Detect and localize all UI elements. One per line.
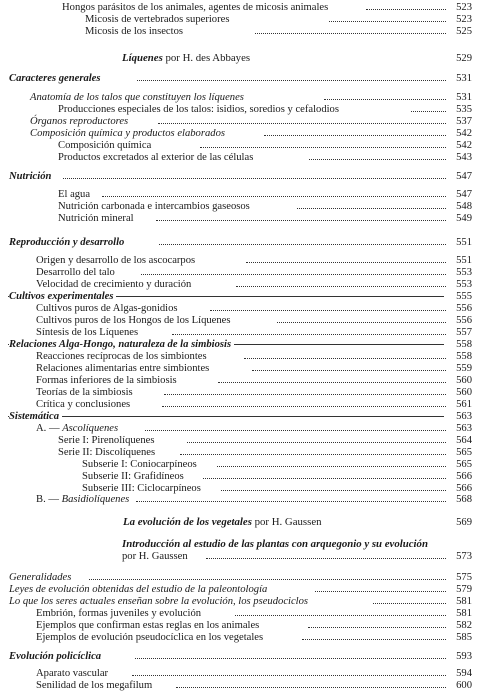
dot-leader bbox=[411, 111, 446, 112]
toc-page-number: 556 bbox=[456, 315, 472, 326]
toc-page-number: 581 bbox=[456, 596, 472, 607]
dot-leader bbox=[206, 558, 446, 559]
toc-entry-text: Relaciones Alga-Hongo, naturaleza de la simbiosis bbox=[9, 339, 232, 350]
toc-entry-text: Reproducción y desarrollo bbox=[9, 237, 125, 248]
toc-entry-text: Desarrollo del talo bbox=[36, 267, 115, 278]
toc-entry-text: por H. Gaussen bbox=[122, 551, 188, 562]
toc-entry-text: Senilidad de los megafilum bbox=[36, 680, 153, 691]
toc-entry-text: Caracteres generales bbox=[9, 73, 101, 84]
toc-entry-text: Serie II: Discolíquenes bbox=[58, 447, 156, 458]
toc-entry-text: Formas inferiores de la simbiosis bbox=[36, 375, 177, 386]
toc-entry-title bbox=[58, 212, 134, 225]
toc-page-number: 557 bbox=[456, 327, 472, 338]
toc-entry bbox=[0, 52, 477, 65]
toc-page-number: 563 bbox=[456, 423, 472, 434]
toc-entry-title bbox=[58, 151, 253, 164]
toc-entry-title bbox=[36, 493, 129, 506]
dot-leader bbox=[308, 627, 446, 628]
toc-page-number: 565 bbox=[456, 459, 472, 470]
toc-page-number: 551 bbox=[456, 255, 472, 266]
toc-entry-text: Órganos reproductores bbox=[30, 116, 129, 127]
toc-page-number: 531 bbox=[456, 73, 472, 84]
toc-entry-text: Micosis de vertebrados superiores bbox=[85, 14, 230, 25]
toc-entry-text: Ejemplos que confirman estas reglas en los animales bbox=[36, 620, 260, 631]
dot-leader bbox=[158, 123, 446, 124]
dot-leader bbox=[156, 220, 446, 221]
toc-entry-title bbox=[85, 25, 183, 38]
toc-page-number: 566 bbox=[456, 483, 472, 494]
toc-page-number: 523 bbox=[456, 14, 472, 25]
toc-entry-text: Anatomía de los talos que constituyen los líquenes bbox=[30, 92, 244, 103]
toc-entry-text: Cultivos puros de Algas-gonidios bbox=[36, 303, 178, 314]
toc-page-number: 560 bbox=[456, 387, 472, 398]
toc-page-number: 565 bbox=[456, 447, 472, 458]
toc-entry-text: Cultivos experimentales bbox=[9, 291, 114, 302]
toc-entry-text: por H. Gaussen bbox=[251, 516, 322, 528]
toc-entry-text: Subserie I: Coniocarpíneos bbox=[82, 459, 197, 470]
toc-entry bbox=[0, 25, 477, 38]
toc-entry-text: Embrión, formas juveniles y evolución bbox=[36, 608, 202, 619]
dot-leader bbox=[324, 99, 446, 100]
toc-entry-text: El agua bbox=[58, 189, 91, 200]
toc-entry-text: Aparato vascular bbox=[36, 668, 109, 679]
toc-page-number: 543 bbox=[456, 152, 472, 163]
toc-page-number: 523 bbox=[456, 2, 472, 13]
toc-entry-text: Origen y desarrollo de los ascocarpos bbox=[36, 255, 196, 266]
toc-page-number: 542 bbox=[456, 128, 472, 139]
dot-leader bbox=[180, 454, 446, 455]
toc-page-number: 575 bbox=[456, 572, 472, 583]
toc-entry-text: La evolución de los vegetales bbox=[123, 516, 252, 528]
dot-leader bbox=[218, 382, 446, 383]
dot-leader bbox=[244, 358, 446, 359]
toc-entry-text: Lo que los seres actuales enseñan sobre la evolución, los pseudociclos bbox=[9, 596, 309, 607]
toc-page-number: 564 bbox=[456, 435, 472, 446]
toc-page-number: 558 bbox=[456, 339, 472, 350]
toc-entry-text: Velocidad de crecimiento y duración bbox=[36, 279, 192, 290]
dot-leader bbox=[252, 370, 446, 371]
dot-leader bbox=[137, 80, 446, 81]
toc-entry bbox=[0, 72, 477, 85]
toc-entry-text: Introducción al estudio de las plantas con arquegonio y su evolución bbox=[122, 538, 428, 550]
toc-entry bbox=[0, 212, 477, 225]
toc-entry-text: por H. des Abbayes bbox=[162, 52, 251, 64]
toc-entry-text: Leyes de evolución obtenidas del estudio de la paleontología bbox=[9, 584, 268, 595]
dot-leader bbox=[63, 178, 446, 179]
toc-page-number: 585 bbox=[456, 632, 472, 643]
toc-entry-title bbox=[9, 170, 51, 183]
toc-page-number: 542 bbox=[456, 140, 472, 151]
dot-leader bbox=[132, 675, 446, 676]
toc-page-number: 560 bbox=[456, 375, 472, 386]
dot-leader bbox=[164, 394, 446, 395]
toc-page-number: 566 bbox=[456, 471, 472, 482]
toc-page-number: 537 bbox=[456, 116, 472, 127]
dot-leader bbox=[145, 430, 446, 431]
toc-page-number: 569 bbox=[456, 517, 472, 528]
toc-page-number: 529 bbox=[456, 53, 472, 64]
toc-page-number: 573 bbox=[456, 551, 472, 562]
toc-entry-text: Micosis de los insectos bbox=[85, 26, 183, 37]
dot-leader bbox=[162, 406, 446, 407]
dot-leader bbox=[135, 658, 446, 659]
toc-entry bbox=[0, 151, 477, 164]
dot-leader bbox=[141, 274, 446, 275]
toc-page-number: 581 bbox=[456, 608, 472, 619]
toc-entry-text: Producciones especiales de los talos: isidios, soredios y cefalodios bbox=[58, 104, 339, 115]
dot-leader bbox=[210, 310, 446, 311]
toc-entry-text: Ascolíquenes bbox=[62, 423, 119, 434]
toc-entry-text: Nutrición mineral bbox=[58, 213, 134, 224]
dot-leader bbox=[315, 591, 446, 592]
toc-page-number: 563 bbox=[456, 411, 472, 422]
toc-entry-text: Nutrición carbonada e intercambios gaseosos bbox=[58, 201, 250, 212]
dot-leader bbox=[89, 579, 446, 580]
toc-entry-text: Composición química bbox=[58, 140, 152, 151]
toc-entry-text: Productos excretados al exterior de las células bbox=[58, 152, 254, 163]
toc-page-number: 549 bbox=[456, 213, 472, 224]
toc-entry bbox=[0, 550, 477, 563]
toc-page-number: 582 bbox=[456, 620, 472, 631]
toc-page-number: 600 bbox=[456, 680, 472, 691]
toc-entry-text: Basidiolíquenes bbox=[61, 494, 130, 505]
toc-page-number: 568 bbox=[456, 494, 472, 505]
dot-leader bbox=[366, 9, 446, 10]
toc-entry-text: Crítica y conclusiones bbox=[36, 399, 131, 410]
toc-entry-text: Relaciones alimentarias entre simbiontes bbox=[36, 363, 210, 374]
toc-entry-text: Teorías de la simbiosis bbox=[36, 387, 133, 398]
toc-page-number: 561 bbox=[456, 399, 472, 410]
dot-leader bbox=[221, 490, 446, 491]
toc-page-number: 551 bbox=[456, 237, 472, 248]
toc-entry bbox=[0, 170, 477, 183]
dot-leader bbox=[172, 334, 446, 335]
toc-entry-text: Hongos parásitos de los animales, agentes de micosis animales bbox=[62, 2, 329, 13]
dot-leader bbox=[235, 615, 446, 616]
toc-entry bbox=[0, 650, 477, 663]
dot-leader bbox=[373, 603, 446, 604]
toc-entry-title bbox=[9, 650, 101, 663]
dot-leader bbox=[329, 21, 446, 22]
toc-entry-title bbox=[36, 679, 152, 692]
toc-entry bbox=[0, 493, 477, 506]
toc-entry-text: Subserie II: Grafidíneos bbox=[82, 471, 184, 482]
toc-entry-text: Generalidades bbox=[9, 572, 72, 583]
toc-entry-text: Líquenes bbox=[122, 52, 163, 64]
toc-entry-title bbox=[9, 236, 124, 249]
toc-page-number: 525 bbox=[456, 26, 472, 37]
toc-entry-text: Nutrición bbox=[9, 171, 52, 182]
toc-entry-text: A. — bbox=[36, 423, 63, 434]
dot-leader bbox=[176, 687, 446, 688]
toc-entry-title bbox=[9, 72, 101, 85]
dot-leader bbox=[203, 478, 446, 479]
toc-page-number: 558 bbox=[456, 351, 472, 362]
dot-leader bbox=[236, 286, 446, 287]
toc-entry bbox=[0, 236, 477, 249]
toc-page-number: 593 bbox=[456, 651, 472, 662]
dot-leader bbox=[297, 208, 446, 209]
toc-page-number: 559 bbox=[456, 363, 472, 374]
toc-entry-text: B. — bbox=[36, 494, 62, 505]
dot-leader bbox=[264, 135, 446, 136]
toc-entry-text: Sistemática bbox=[9, 411, 60, 422]
dot-leader bbox=[136, 501, 446, 502]
toc-page-number: 579 bbox=[456, 584, 472, 595]
toc-page-number: 553 bbox=[456, 267, 472, 278]
toc-entry-text: Evolución policíclica bbox=[9, 651, 102, 662]
dot-leader bbox=[302, 639, 446, 640]
toc-entry-text: Ejemplos de evolución pseudocíclica en los vegetales bbox=[36, 632, 264, 643]
toc-entry-text: Composición química y productos elaborados bbox=[30, 128, 225, 139]
toc-page-number: 547 bbox=[456, 171, 472, 182]
toc-page-number: 548 bbox=[456, 201, 472, 212]
toc-entry-text: Serie I: Pirenolíquenes bbox=[58, 435, 155, 446]
toc-entry bbox=[0, 631, 477, 644]
toc-entry-title bbox=[122, 52, 250, 65]
toc-entry-text: Cultivos puros de los Hongos de los Líquenes bbox=[36, 315, 231, 326]
toc-entry-title bbox=[36, 631, 263, 644]
dot-leader bbox=[255, 33, 446, 34]
toc-entry-text: Subserie III: Ciclocarpíneos bbox=[82, 483, 201, 494]
toc-page-number: 594 bbox=[456, 668, 472, 679]
toc-page-number: 556 bbox=[456, 303, 472, 314]
dot-leader bbox=[200, 147, 446, 148]
dot-leader bbox=[246, 262, 446, 263]
dot-leader bbox=[309, 159, 446, 160]
toc-page-number: 553 bbox=[456, 279, 472, 290]
dot-leader bbox=[217, 466, 446, 467]
toc-entry-text: Síntesis de los Líquenes bbox=[36, 327, 139, 338]
toc-entry bbox=[0, 516, 477, 529]
toc-page-number: 531 bbox=[456, 92, 472, 103]
toc-page-number: 535 bbox=[456, 104, 472, 115]
dot-leader bbox=[187, 442, 446, 443]
dot-leader bbox=[159, 244, 446, 245]
toc-entry-title bbox=[122, 550, 188, 563]
toc-page-number: 555 bbox=[456, 291, 472, 302]
toc-entry bbox=[0, 679, 477, 692]
section-rule bbox=[8, 416, 444, 417]
dot-leader bbox=[102, 196, 446, 197]
toc-entry-title bbox=[123, 516, 322, 529]
dot-leader bbox=[277, 322, 446, 323]
toc-entry-text: Reacciones recíprocas de los simbiontes bbox=[36, 351, 207, 362]
toc-page-number: 547 bbox=[456, 189, 472, 200]
